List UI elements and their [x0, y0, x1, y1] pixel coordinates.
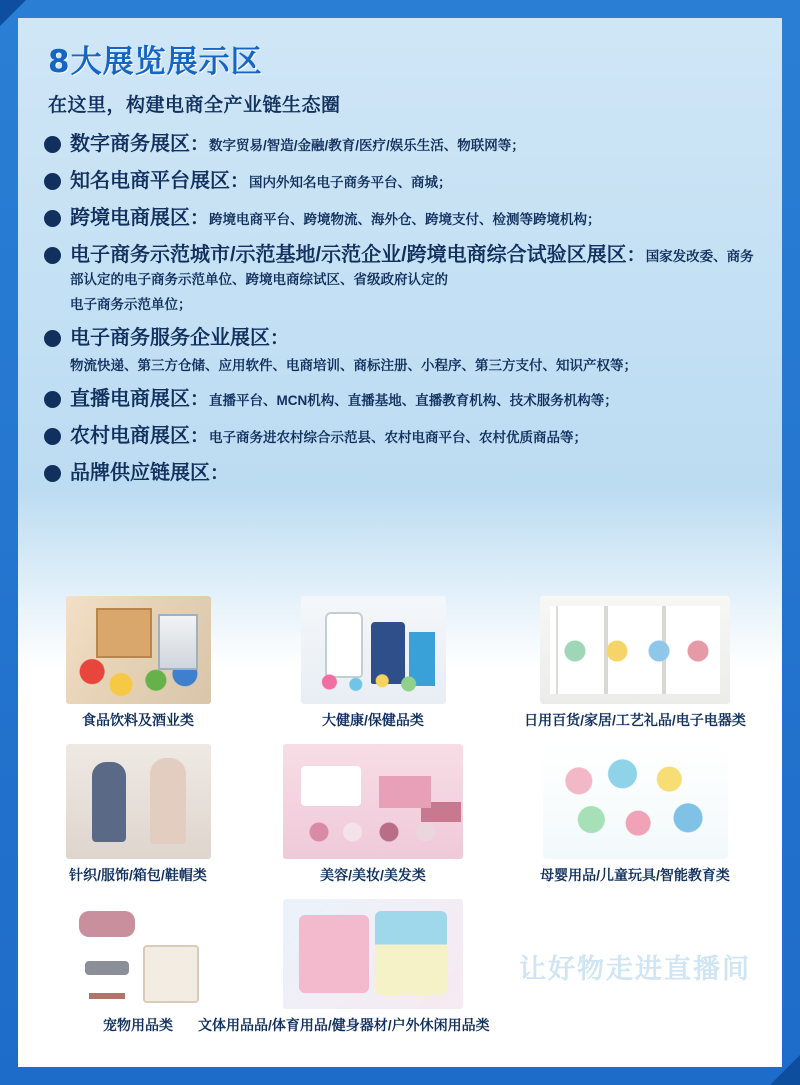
zone-colon: ： — [190, 426, 210, 448]
zone-name: 电子商务示范城市/示范基地/示范企业/跨境电商综合试验区展区 — [70, 244, 627, 266]
zone-name: 农村电商展区 — [70, 425, 190, 448]
zone-text — [70, 205, 760, 232]
gallery-caption: 食品饮料及酒业类 — [82, 712, 194, 728]
gallery-item-baby — [488, 744, 782, 885]
sports-stationery-photo — [283, 899, 463, 1009]
zone-colon: ： — [190, 134, 210, 155]
zone-text — [70, 242, 760, 315]
zone-name: 品牌供应链展区 — [70, 462, 210, 485]
zone-text — [70, 423, 760, 450]
gallery-caption: 日用百货/家居/工艺礼品/电子电器类 — [524, 712, 746, 728]
gallery-item-apparel — [18, 744, 258, 885]
gallery-caption: 母婴用品/儿童玩具/智能教育类 — [540, 867, 730, 883]
zone-text — [70, 460, 760, 487]
zone-item-5 — [44, 386, 760, 413]
apparel-photo — [66, 744, 211, 859]
zone-name: 数字商务展区 — [70, 133, 190, 155]
baby-toys-photo — [543, 744, 728, 859]
home-goods-photo — [540, 596, 730, 704]
zone-name: 电子商务服务企业展区 — [70, 326, 270, 349]
zone-text — [70, 386, 760, 413]
bullet-icon — [44, 465, 61, 482]
zone-item-3 — [44, 242, 760, 315]
bullet-icon — [44, 428, 61, 445]
zone-text — [70, 325, 760, 376]
zone-item-7 — [44, 460, 760, 487]
zone-name: 直播电商展区 — [70, 388, 190, 411]
gallery-row-2 — [18, 744, 782, 885]
zone-text — [70, 168, 760, 195]
zone-description-continued: 物流快递、第三方仓储、应用软件、电商培训、商标注册、小程序、第三方支付、知识产权等； — [70, 357, 637, 373]
zone-description: 电子商务进农村综合示范县、农村电商平台、农村优质商品等； — [209, 430, 588, 446]
food-photo — [66, 596, 211, 704]
zone-description: 跨境电商平台、跨境物流、海外仓、跨境支付、检测等跨境机构； — [209, 212, 601, 227]
poster-panel — [18, 18, 782, 1067]
zone-colon: ： — [210, 463, 230, 485]
product-category-gallery — [18, 596, 782, 1035]
zone-colon: ： — [190, 208, 210, 229]
gallery-row-3 — [18, 899, 782, 1035]
poster-header — [18, 18, 782, 121]
slogan-block — [488, 899, 782, 986]
slogan-text: 让好物走进直播间 — [519, 954, 751, 984]
gallery-caption: 针织/服饰/箱包/鞋帽类 — [69, 867, 207, 883]
gallery-item-home — [488, 596, 782, 730]
zone-item-4 — [44, 325, 760, 376]
bullet-icon — [44, 330, 61, 347]
zone-list — [18, 131, 782, 487]
gallery-item-sports — [198, 899, 490, 1035]
zone-description-continued: 电子商务示范单位； — [70, 296, 192, 312]
zone-item-0 — [44, 131, 760, 158]
bullet-icon — [44, 173, 61, 190]
zone-description: 国家发改委、商务部认定的电子商务示范单位、跨境电商综试区、省级政府认定的 — [70, 249, 754, 287]
gallery-item-food — [18, 596, 258, 730]
gallery-caption: 文体用品品/体育用品/健身器材/户外休闲用品类 — [198, 1017, 490, 1033]
zone-description: 数字贸易/智造/金融/教育/医疗/娱乐生活、物联网等； — [209, 138, 525, 153]
gallery-caption: 宠物用品类 — [103, 1017, 173, 1033]
zone-item-2 — [44, 205, 760, 232]
beauty-photo — [283, 744, 463, 859]
zone-text — [70, 131, 760, 158]
zone-colon: ： — [230, 171, 250, 192]
bullet-icon — [44, 247, 61, 264]
bullet-icon — [44, 391, 61, 408]
bullet-icon — [44, 210, 61, 227]
pet-supplies-photo — [63, 899, 213, 1009]
zone-colon: ： — [270, 327, 290, 349]
page-title: 8大展览展示区 — [48, 44, 263, 80]
gallery-item-beauty — [258, 744, 488, 885]
page-subtitle: 在这里，构建电商全产业链生态圈 — [48, 95, 341, 116]
gallery-row-1 — [18, 596, 782, 730]
gallery-caption: 美容/美妆/美发类 — [320, 867, 426, 883]
zone-description: 直播平台、MCN机构、直播基地、直播教育机构、技术服务机构等； — [209, 393, 618, 409]
zone-name: 跨境电商展区 — [70, 207, 190, 229]
zone-colon: ： — [626, 245, 646, 266]
health-photo — [301, 596, 446, 704]
zone-item-1 — [44, 168, 760, 195]
gallery-caption: 大健康/保健品类 — [322, 712, 424, 728]
zone-colon: ： — [190, 389, 210, 411]
gallery-item-health — [258, 596, 488, 730]
zone-name: 知名电商平台展区 — [70, 170, 230, 192]
zone-description: 国内外知名电子商务平台、商城； — [249, 175, 452, 190]
zone-item-6 — [44, 423, 760, 450]
bullet-icon — [44, 136, 61, 153]
